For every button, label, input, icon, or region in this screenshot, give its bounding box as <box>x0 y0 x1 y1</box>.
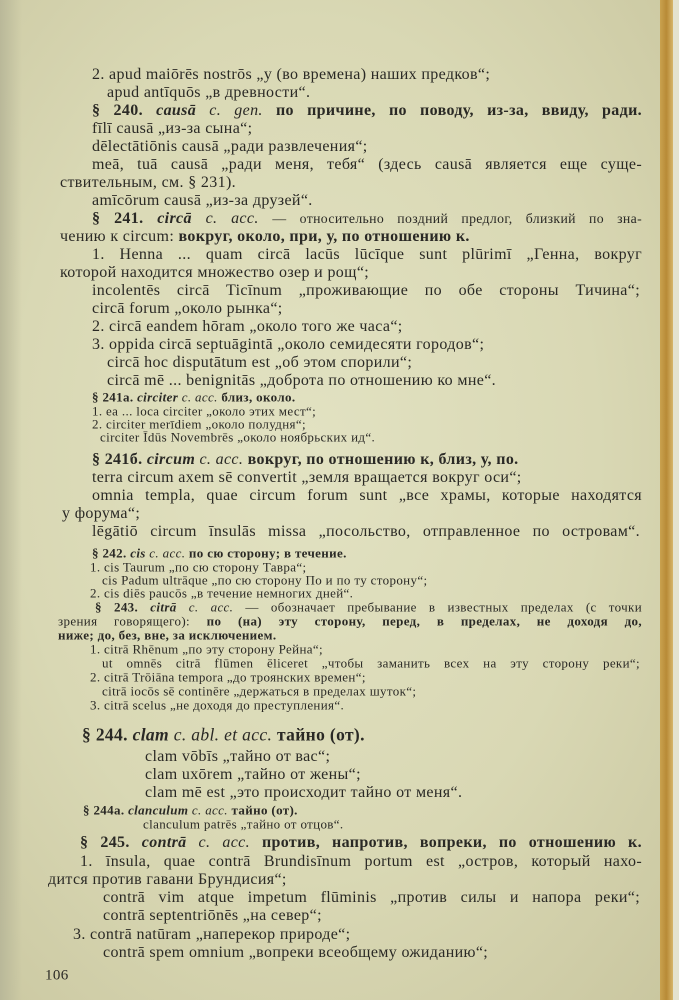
line-text: 1. īnsula, quae contrā Brundisīnum portum est „остров, который нахо- <box>80 853 642 870</box>
text-line <box>92 121 252 137</box>
text-line <box>90 671 366 684</box>
text-line <box>107 373 496 389</box>
text-line <box>90 587 353 600</box>
text-line <box>103 945 488 961</box>
text-line <box>145 767 361 783</box>
line-text: circā mē ... benignitās „доброта по отношению ко мне“. <box>107 372 497 389</box>
grammar-note: c. acc. <box>191 802 232 818</box>
text-line <box>145 785 462 801</box>
text-line <box>92 470 522 486</box>
line-text: — обозначает пребывание в известных пределах (с точки <box>245 599 642 615</box>
heading-text: circā <box>157 210 206 227</box>
text-line <box>60 175 236 191</box>
text-line <box>92 139 368 155</box>
text-line <box>62 506 140 522</box>
text-line <box>92 283 640 299</box>
heading-text: § 243. <box>95 599 151 615</box>
text-line <box>92 67 490 83</box>
heading-text: близ, около. <box>221 389 296 405</box>
line-text: которой находится множество озер и рощ“; <box>60 264 370 281</box>
page-shadow-left <box>0 0 22 1000</box>
text-line <box>82 726 365 744</box>
heading-text: вокруг, по отношению к, близ, у, по. <box>247 451 519 468</box>
heading-text: по сю сторону; в течение. <box>188 545 347 561</box>
grammar-note: c. acc. <box>198 834 262 851</box>
line-text: citrā iocōs sē continēre „держаться в пределах шуток“; <box>102 683 417 699</box>
line-text: 2. apud maiōrēs nostrōs „у (во времена) наших предков“; <box>92 66 491 83</box>
text-line <box>103 890 640 906</box>
text-line <box>92 337 484 353</box>
text-line <box>92 301 283 317</box>
heading-text: по (на) эту сторону, перед, в пределах, не доходя до, <box>206 613 642 629</box>
heading-text: circum <box>146 451 200 468</box>
heading-text: § 241a. <box>92 389 138 405</box>
grammar-note: c. acc. <box>199 451 248 468</box>
text-line <box>102 657 640 670</box>
grammar-note: c. gen. <box>209 102 276 119</box>
page-number: 106 <box>45 967 69 984</box>
grammar-note: c. abl. et acc. <box>173 724 277 745</box>
heading-text: citrā <box>150 599 189 615</box>
heading-text: тайно (от). <box>276 724 365 745</box>
line-text: omnia templa, quae circum forum sunt „все храмы, которые находятся <box>92 487 642 504</box>
text-line <box>92 211 642 227</box>
text-line <box>58 629 276 642</box>
heading-text: § 241б. <box>92 451 147 468</box>
line-text: ствительным, см. § 231). <box>60 174 236 191</box>
text-line <box>145 749 330 765</box>
line-text: 1. Henna ... quam circā lacūs lūcīque sunt plūrimī „Генна, вокруг <box>92 246 642 263</box>
text-line <box>92 524 640 540</box>
text-line <box>92 452 519 468</box>
text-line <box>92 103 642 119</box>
text-line <box>103 908 322 924</box>
heading-text: § 244. <box>82 724 133 745</box>
text-line <box>92 193 313 209</box>
text-line <box>102 685 416 698</box>
line-text: дится против гавани Брундисия“; <box>48 871 287 888</box>
line-text: cis Padum ultrāque „по сю сторону По и по ту сторону“; <box>102 572 428 588</box>
line-text: clam uxōrem „тайно от жены“; <box>145 766 361 783</box>
line-text: — относительно поздний предлог, близкий по зна- <box>272 211 643 226</box>
line-text: circā forum „около рынка“; <box>92 300 283 317</box>
heading-text: clam <box>132 724 174 745</box>
book-edge-light <box>673 0 679 1000</box>
text-line <box>60 229 470 245</box>
text-line <box>92 157 642 173</box>
line-text: incolentēs circā Ticīnum „проживающие по обе стороны Тичина“; <box>92 282 640 299</box>
heading-text: causā <box>156 102 210 119</box>
line-text: чению к circum: <box>60 228 179 245</box>
line-text: contrā spem omnium „вопреки всеобщему ожиданию“; <box>103 944 489 961</box>
grammar-note: c. acc. <box>149 545 189 561</box>
heading-text: против, напротив, вопреки, по отношению к. <box>261 834 642 851</box>
line-text: terra circum axem sē convertit „земля вращается вокруг оси“; <box>92 469 522 486</box>
heading-text: по причине, по поводу, из-за, ввиду, ради. <box>275 102 642 119</box>
line-text: 2. citrā Trōiāna tempora „до троянских времен“; <box>90 669 366 685</box>
heading-text: contrā <box>141 834 199 851</box>
heading-text: тайно (от). <box>231 802 298 818</box>
text-line <box>107 85 310 101</box>
text-line <box>92 488 642 504</box>
book-edge <box>660 0 673 1000</box>
text-line <box>58 615 642 628</box>
grammar-note: c. acc. <box>205 210 273 227</box>
text-line <box>143 818 344 831</box>
line-text: зрения говорящего): <box>58 613 207 629</box>
line-text: contrā septentriōnēs „на север“; <box>103 907 322 924</box>
grammar-note: c. acc. <box>188 599 246 615</box>
line-text: clam vōbīs „тайно от вас“; <box>145 748 331 765</box>
heading-text: cis <box>130 545 150 561</box>
line-text: 1. cis Taurum „по сю сторону Тавра“; <box>90 559 307 575</box>
text-line <box>92 247 642 263</box>
line-text: circiter Īdūs Novembrēs „около ноябрьских ид“. <box>100 429 376 445</box>
line-text: у форума“; <box>62 505 141 522</box>
text-line <box>92 319 403 335</box>
line-text: 1. ea ... loca circiter „около этих мест“; <box>92 403 317 419</box>
line-text: circā hoc disputātum est „об этом спорили“; <box>107 354 413 371</box>
text-line <box>48 872 287 888</box>
line-text: contrā vim atque impetum flūminis „против силы и напора реки“; <box>103 889 640 906</box>
line-text: 2. circiter merīdiem „около полудня“; <box>92 416 306 432</box>
line-text: lēgātiō circum īnsulās missa „посольство, отправленное по островам“. <box>92 523 640 540</box>
line-text: 2. cis diēs paucōs „в течение немногих дней“. <box>90 585 354 601</box>
heading-text: ниже; до, без, вне, за исключением. <box>58 627 277 643</box>
text-line <box>92 547 347 560</box>
line-text: ut omnēs citrā flūmen ēliceret „чтобы заманить всех на эту сторону реки“; <box>102 655 640 671</box>
text-line <box>100 431 375 444</box>
line-text: clanculum patrēs „тайно от отцов“. <box>143 816 344 832</box>
text-line <box>80 854 642 870</box>
line-text: 3. citrā scelus „не доходя до преступления“. <box>90 697 345 713</box>
text-line <box>92 391 295 404</box>
text-line <box>60 265 369 281</box>
heading-text: circiter <box>137 389 182 405</box>
heading-text: § 240. <box>92 102 157 119</box>
line-text: 3. contrā natūram „наперекор природе“; <box>73 926 351 943</box>
line-text: 2. circā eandem hōram „около того же часа“; <box>92 318 403 335</box>
line-text: apud antīquōs „в древности“. <box>107 84 311 101</box>
line-text: 1. citrā Rhēnum „по эту сторону Рейна“; <box>90 641 323 657</box>
text-line <box>83 804 298 817</box>
text-line <box>107 355 412 371</box>
text-line <box>90 643 323 656</box>
heading-text: § 245. <box>80 834 142 851</box>
text-line <box>90 699 344 712</box>
heading-text: вокруг, около, при, у, по отношению к. <box>178 228 470 245</box>
heading-text: § 242. <box>92 545 131 561</box>
heading-text: § 241. <box>92 210 158 227</box>
line-text: amīcōrum causā „из-за друзей“. <box>92 192 313 209</box>
line-text: dēlectātiōnis causā „ради развлечения“; <box>92 138 368 155</box>
heading-text: clanculum <box>128 802 192 818</box>
line-text: fīlī causā „из-за сына“; <box>92 120 253 137</box>
line-text: clam mē est „это происходит тайно от меня“. <box>145 784 463 801</box>
line-text: meā, tuā causā „ради меня, тебя“ (здесь causā является еще суще- <box>92 156 642 173</box>
text-line <box>73 927 350 943</box>
line-text: 3. oppida circā septuāgintā „около семидесяти городов“; <box>92 336 485 353</box>
text-line <box>80 835 642 851</box>
grammar-note: c. acc. <box>181 389 222 405</box>
text-line <box>95 601 642 614</box>
heading-text: § 244a. <box>83 802 129 818</box>
